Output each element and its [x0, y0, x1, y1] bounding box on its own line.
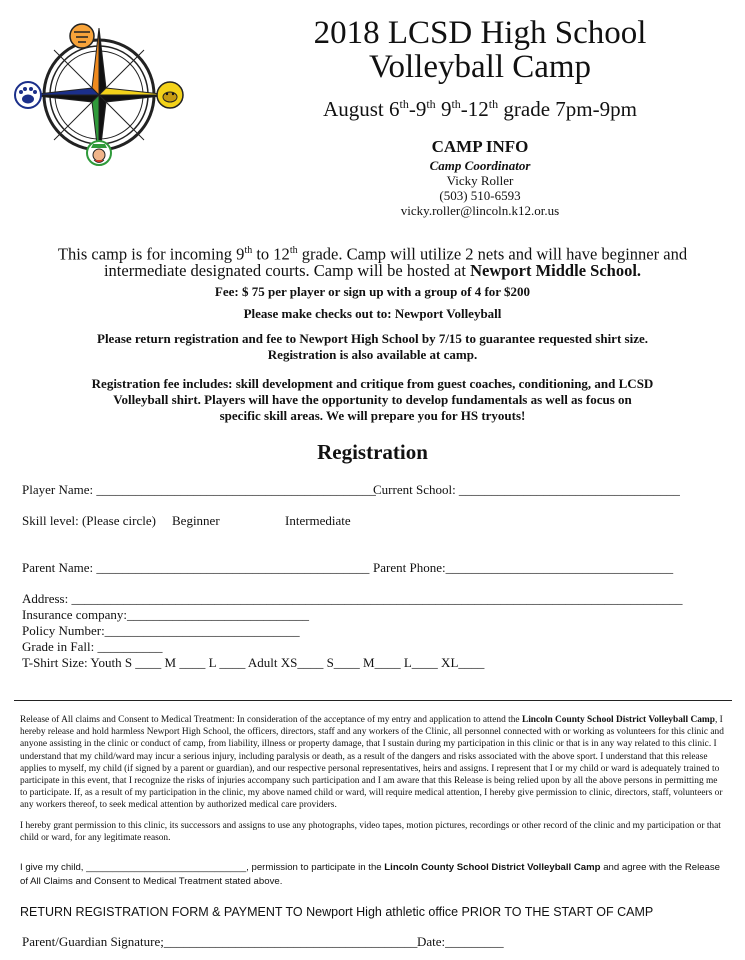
- bobcat-emblem: [157, 82, 183, 108]
- tshirt-size-field[interactable]: T-Shirt Size: Youth S ____ M ____ L ____ Adult XS____ S____ M____ L____ XL____: [22, 655, 485, 670]
- includes-line-1: Registration fee includes: skill development and critique from guest coaches, conditioning, and LCSD: [91, 376, 654, 391]
- camp-info-heading: CAMP INFO: [431, 137, 529, 156]
- lcsd-compass-logo: [14, 20, 184, 170]
- checks-info: Please make checks out to: Newport Volleyball: [243, 306, 502, 321]
- parent-name-field[interactable]: Parent Name: __________________________________________: [22, 560, 370, 575]
- skill-beginner-option[interactable]: Beginner: [172, 513, 220, 528]
- child-permission-paragraph: I give my child, ______________________________, permission to participate in the Lincoln County School District Volleyball Camp and agree with the Release of All Claims and Consent to Medical Treatment stated above.: [20, 862, 721, 887]
- release-paragraph: Release of All claims and Consent to Medical Treatment: In consideration of the acceptance of my entry and application to attend the Lincoln County School District Volleyball Camp, I hereby release and hold harmless Newport High School, the officers, directors, staff and any workers of the Clinic, all personnel connected with or working as volunteers for this clinic and anyone assisting in the clinic or conduct of camp, from liability, illness or property damage, that I sustain during my participation in this clinic or that is in any way related to this clinic. I understand that my child/ward may incur a serious injury, including paralysis or death, as a result of the dangers and risks associated with the above sport. I understand that this release applies to myself, my child (if signed by a parent or guardian), and our respective personal representatives, heirs and assigns. I represent that I or my child or ward is adequately trained to participate in this event, that I recognize the risks of injuries accompany such participation and I am aware that this Release is being relied upon by all the above persons in permitting me to participate. If, as a result of my participation in the clinic, my above named child or ward, will require medical attention, I hereby give permission to clinic, directors, staff, volunteers or any workers thereof, to seek medical attention by authorized medical care providers.: [20, 715, 724, 811]
- return-info-1: Please return registration and fee to Newport High School by 7/15 to guarantee requested shirt size.: [97, 331, 648, 346]
- insurance-field[interactable]: Insurance company:____________________________: [22, 607, 310, 622]
- policy-number-field[interactable]: Policy Number:______________________________: [22, 623, 300, 638]
- includes-line-2: Volleyball shirt. Players will have the opportunity to develop fundamentals as well as focus on: [113, 392, 632, 407]
- grade-fall-field[interactable]: Grade in Fall: __________: [22, 639, 163, 654]
- fee-info: Fee: $ 75 per player or sign up with a group of 4 for $200: [214, 284, 531, 299]
- return-form-notice: RETURN REGISTRATION FORM & PAYMENT TO Newport High athletic office PRIOR TO THE START OF CAMP: [20, 905, 654, 919]
- photo-permission-paragraph: I hereby grant permission to this clinic, its successors and assigns to use any photographs, video tapes, motion pictures, recordings or other record of the clinic and my participation or that child or ward, for any legitimate reason.: [20, 821, 721, 844]
- title-line-2: Volleyball Camp: [368, 49, 592, 85]
- skill-intermediate-option[interactable]: Intermediate: [285, 513, 351, 528]
- registration-title: Registration: [317, 440, 428, 464]
- coordinator-name: Vicky Roller: [446, 173, 514, 188]
- bear-paw-emblem: [15, 82, 41, 108]
- includes-line-3: specific skill areas. We will prepare you for HS tryouts!: [219, 408, 526, 423]
- coordinator-email: vicky.roller@lincoln.k12.or.us: [400, 203, 560, 218]
- address-field[interactable]: Address: ______________________________________________________________________________________________: [22, 591, 683, 606]
- return-info-2: Registration is also available at camp.: [267, 347, 478, 362]
- camp-dates: August 6th-9th 9th-12th grade 7pm-9pm: [323, 97, 637, 121]
- parent-signature-field[interactable]: Parent/Guardian Signature;_______________________________________: [22, 934, 418, 949]
- tiger-emblem: [70, 24, 94, 48]
- date-field[interactable]: Date:_________: [417, 934, 504, 949]
- coordinator-phone: (503) 510-6593: [439, 188, 521, 203]
- current-school-field[interactable]: Current School: __________________________________: [373, 482, 680, 497]
- title-line-1: 2018 LCSD High School: [313, 15, 647, 51]
- cub-emblem: [87, 141, 111, 165]
- skill-level-label: Skill level: (Please circle): [22, 513, 156, 528]
- coordinator-label: Camp Coordinator: [429, 158, 531, 173]
- section-divider: [14, 700, 732, 701]
- intro-line-2: intermediate designated courts. Camp will be hosted at Newport Middle School.: [103, 261, 642, 280]
- parent-phone-field[interactable]: Parent Phone:___________________________________: [373, 560, 674, 575]
- player-name-field[interactable]: Player Name: ___________________________________________: [22, 482, 376, 497]
- intro-line-1: This camp is for incoming 9th to 12th grade. Camp will utilize 2 nets and will have beginner and: [57, 244, 688, 264]
